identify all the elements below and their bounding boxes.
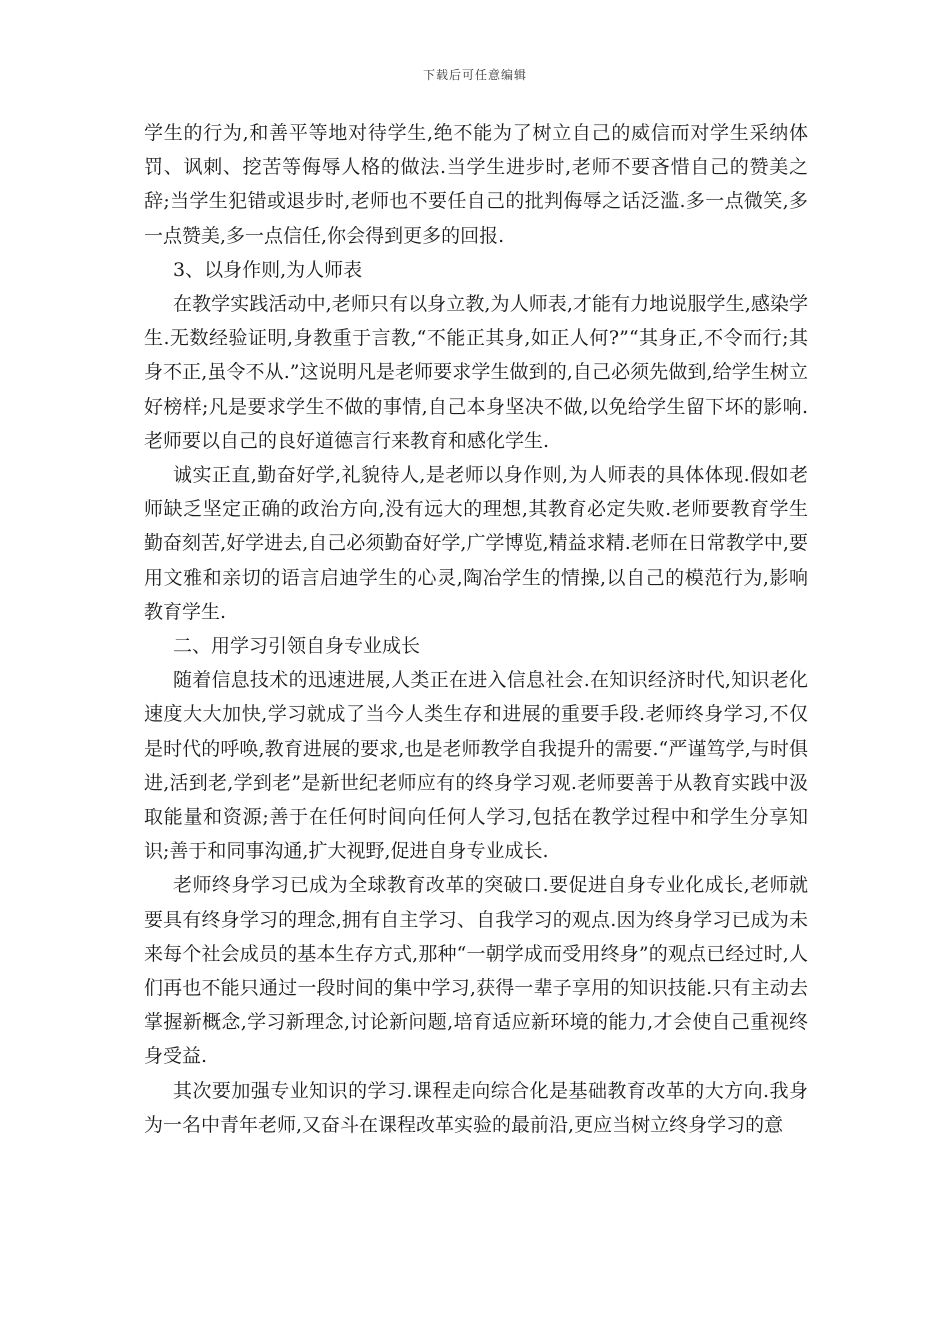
paragraph-3: 诚实正直,勤奋好学,礼貌待人,是老师以身作则,为人师表的具体体现.假如老师缺乏坚定正确的政治方向,没有远大的理想,其教育必定失败.老师要教育学生勤奋刻苦,好学进去,自己必须勤奋好学,广学博览,精益求精.老师在日常教学中,要用文雅和亲切的语言启迪学生的心灵,陶冶学生的情操,以自己的模范行为,影响教育学生. bbox=[144, 464, 808, 623]
paragraph-2: 在教学实践活动中,老师只有以身立教,为人师表,才能有力地说服学生,感染学生.无数经验证明,身教重于言教,“不能正其身,如正人何?”“其身正,不令而行;其身不正,虽令不从.”这说明凡是老师要求学生做到的,自己必须先做到,给学生树立好榜样;凡是要求学生不做的事情,自己本身坚决不做,以免给学生留下坏的影响.老师要以自己的良好道德言行来教育和感化学生. bbox=[144, 293, 808, 452]
paragraph-4: 随着信息技术的迅速进展,人类正在进入信息社会.在知识经济时代,知识老化速度大大加快,学习就成了当今人类生存和进展的重要手段.老师终身学习,不仅是时代的呼唤,教育进展的要求,也是老师教学自我提升的需要.“严谨笃学,与时俱进,活到老,学到老”是新世纪老师应有的终身学习观.老师要善于从教育实践中汲取能量和资源;善于在任何时间向任何人学习,包括在教学过程中和学生分享知识;善于和同事沟通,扩大视野,促进自身专业成长. bbox=[144, 669, 808, 863]
section-heading-3: 3、以身作则,为人师表 bbox=[173, 258, 363, 281]
page-header: 下载后可任意编辑 bbox=[422, 68, 527, 82]
paragraph-5: 老师终身学习已成为全球教育改革的突破口.要促进自身专业化成长,老师就要具有终身学习的理念,拥有自主学习、自我学习的观点.因为终身学习已成为未来每个社会成员的基本生存方式,那种“一朝学成而受用终身”的观点已经过时,人们再也不能只通过一段时间的集中学习,获得一辈子享用的知识技能.只有主动去掌握新概念,学习新理念,讨论新问题,培育适应新环境的能力,才会使自己重视终身受益. bbox=[144, 874, 808, 1068]
paragraph-6: 其次要加强专业知识的学习.课程走向综合化是基础教育改革的大方向.我身为一名中青年老师,又奋斗在课程改革实验的最前沿,更应当树立终身学习的意 bbox=[144, 1079, 808, 1136]
document-body bbox=[144, 116, 808, 1142]
paragraph-1: 学生的行为,和善平等地对待学生,绝不能为了树立自己的威信而对学生采纳体罚、讽刺、挖苦等侮辱人格的做法.当学生进步时,老师不要吝惜自己的赞美之辞;当学生犯错或退步时,老师也不要任自己的批判侮辱之话泛滥.多一点微笑,多一点赞美,多一点信任,你会得到更多的回报. bbox=[144, 122, 808, 247]
section-heading-2: 二、用学习引领自身专业成长 bbox=[173, 635, 421, 658]
